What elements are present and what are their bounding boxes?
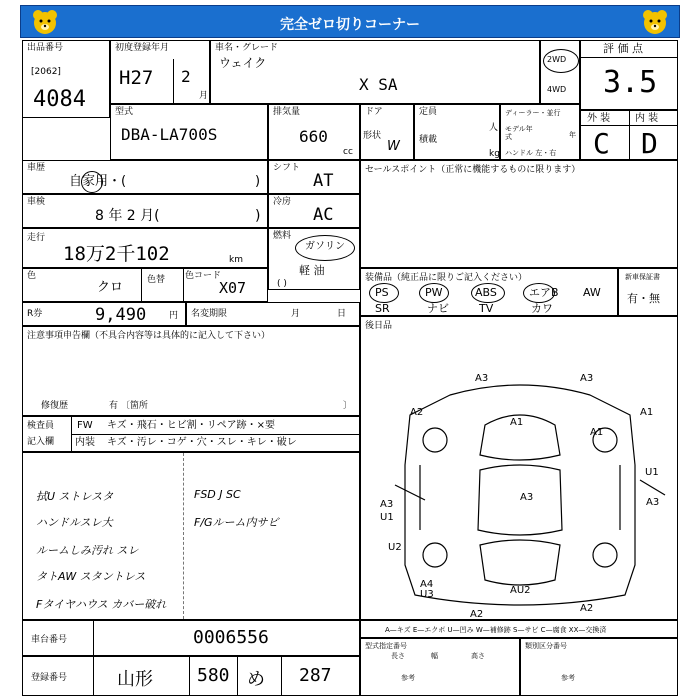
score-label: 評 価 点 bbox=[603, 42, 643, 55]
notes-label: 注意事項申告欄（不具合内容等は具体的に記入して下さい） bbox=[27, 331, 271, 341]
mark-label: U1 bbox=[645, 467, 659, 478]
ac-label: 冷房 bbox=[273, 197, 292, 207]
note-5: Fタイヤハウス カバー破れ bbox=[36, 598, 167, 611]
handle-label: ハンドル 左・右 bbox=[505, 149, 557, 157]
drive-2wd: 2WD bbox=[547, 55, 567, 64]
chassis-cell bbox=[22, 620, 360, 656]
grade-divider bbox=[629, 111, 630, 159]
fw-items: キズ・飛石・ヒビ割・リペア跡・×要 bbox=[107, 420, 275, 431]
mileage-unit: km bbox=[229, 255, 243, 265]
repair-value: 有 〔箇所 bbox=[109, 401, 148, 411]
ac-value: AC bbox=[313, 205, 334, 225]
reg-era: H27 bbox=[119, 67, 154, 89]
color-divider-2 bbox=[183, 269, 184, 301]
note-right-1: FSD J SC bbox=[194, 488, 241, 501]
color-code: X07 bbox=[219, 279, 247, 297]
reg-label: 初度登録年月 bbox=[115, 43, 170, 53]
chassis-label: 車台番号 bbox=[31, 635, 68, 645]
score-rule bbox=[581, 57, 677, 58]
chassis-divider bbox=[93, 621, 94, 655]
lot-cell bbox=[22, 40, 110, 118]
plate-num: 287 bbox=[299, 665, 332, 686]
model-year-label: モデル年式 bbox=[505, 125, 533, 141]
inspector-label-2: 記入欄 bbox=[27, 437, 55, 447]
drive-4wd: 4WD bbox=[547, 85, 567, 94]
plate-class: 580 bbox=[197, 665, 230, 686]
inspection-cell bbox=[22, 194, 268, 228]
equip-circle bbox=[369, 283, 399, 303]
shape-value: W bbox=[387, 139, 400, 154]
fuel-paren: ( ) bbox=[277, 279, 287, 289]
note-2: ハンドルスレ大 bbox=[36, 516, 113, 529]
load-label: 積載 bbox=[419, 135, 438, 145]
capacity-unit: 人 bbox=[489, 123, 499, 133]
price-unit: 円 bbox=[169, 311, 179, 321]
width-label: 幅 bbox=[431, 652, 438, 660]
plate-region: 山形 bbox=[117, 669, 153, 690]
exterior-label: 外 装 bbox=[587, 113, 611, 124]
plate-label: 登録番号 bbox=[31, 673, 68, 683]
equip-abs: ABS bbox=[475, 286, 497, 299]
color-cell bbox=[22, 268, 268, 302]
color-label: 色 bbox=[27, 271, 37, 281]
mark-label: AU2 bbox=[510, 585, 531, 596]
fuel-label: 燃料 bbox=[273, 231, 292, 241]
inspector-cell bbox=[22, 416, 360, 452]
sales-cell bbox=[360, 160, 678, 268]
disp-value: 660 bbox=[299, 127, 328, 146]
reg-divider bbox=[173, 59, 174, 103]
capacity-cell bbox=[414, 104, 500, 160]
car-name: ウェイク bbox=[219, 56, 267, 70]
mark-label: A3 bbox=[646, 497, 660, 508]
plate-divider bbox=[93, 657, 94, 695]
type-cell bbox=[110, 104, 268, 160]
banner bbox=[20, 5, 680, 38]
lot-label: 出品番号 bbox=[27, 43, 64, 53]
designation-label: 型式指定番号 bbox=[365, 642, 407, 650]
mark-label: U3 bbox=[420, 589, 434, 600]
repair-label: 修復歴 bbox=[41, 401, 69, 411]
mark-label: U1 bbox=[380, 512, 394, 523]
after-label: 後日品 bbox=[365, 321, 393, 331]
mark-label: U2 bbox=[388, 542, 402, 553]
price-cell bbox=[22, 302, 186, 326]
disp-label: 排気量 bbox=[273, 107, 301, 117]
tax-label: 名変期限 bbox=[191, 309, 228, 319]
price-value: 9,490 bbox=[95, 305, 147, 325]
guarantee-cell bbox=[618, 268, 678, 316]
mark-label: A3 bbox=[580, 373, 594, 384]
history-close: ) bbox=[255, 174, 261, 189]
reg-cell bbox=[110, 40, 210, 104]
class-sub: 参考 bbox=[561, 674, 575, 682]
mileage-label: 走行 bbox=[27, 233, 46, 243]
shape-label: 形状 bbox=[363, 131, 382, 141]
type-value: DBA-LA700S bbox=[121, 125, 218, 144]
plate-divider bbox=[189, 657, 190, 695]
equip-sr: SR bbox=[375, 302, 390, 315]
class-label: 類別区分番号 bbox=[525, 642, 567, 650]
mark-label: A3 bbox=[520, 492, 534, 503]
mark-label: A3 bbox=[475, 373, 489, 384]
history-label: 車歴 bbox=[27, 163, 46, 173]
reg-month-unit: 月 bbox=[199, 91, 209, 101]
car-cell bbox=[210, 40, 540, 104]
dealer-cell bbox=[500, 104, 580, 160]
plate-cell bbox=[22, 656, 360, 696]
inspector-label-1: 検査員 bbox=[27, 421, 55, 431]
fuel-value: ガソリン bbox=[305, 241, 345, 252]
equip-leather: カワ bbox=[531, 302, 553, 315]
note-1: 拭U ストレスタ bbox=[36, 490, 114, 503]
color-no-label: 色替 bbox=[147, 275, 166, 285]
chassis-value: 0006556 bbox=[193, 627, 269, 648]
mark-label: A2 bbox=[580, 603, 594, 614]
equip-airbag: エアB bbox=[529, 286, 559, 299]
fuel-diesel: 軽 油 bbox=[299, 264, 325, 277]
mark-label: A3 bbox=[380, 499, 394, 510]
repair-close: 〕 bbox=[343, 401, 353, 411]
drive-cell bbox=[540, 40, 580, 104]
bear-mascot-icon bbox=[641, 8, 669, 36]
price-label: R券 bbox=[27, 309, 43, 319]
lot-number: 4084 bbox=[33, 87, 86, 112]
equip-pw: PW bbox=[425, 286, 443, 299]
interior-items: キズ・汚レ・コゲ・穴・スレ・キレ・破レ bbox=[107, 437, 297, 448]
class-cell bbox=[520, 638, 678, 696]
notes-divider bbox=[183, 453, 184, 619]
reg-month: 2 bbox=[181, 67, 191, 86]
exterior-grade: C bbox=[593, 127, 610, 160]
designation-cell bbox=[360, 638, 520, 696]
color-code-label: 色コード bbox=[185, 271, 222, 281]
designation-sub: 参考 bbox=[401, 674, 415, 682]
mark-label: A1 bbox=[590, 427, 604, 438]
note-4: タトAW スタントレス bbox=[36, 570, 146, 583]
shift-cell bbox=[268, 160, 360, 194]
grade: X SA bbox=[359, 75, 398, 94]
guarantee-label: 新車保証書 bbox=[625, 273, 660, 281]
tax-month: 月 bbox=[291, 309, 301, 319]
mileage-value: 18万2千102 bbox=[63, 243, 170, 265]
equip-tv: TV bbox=[479, 302, 494, 315]
equip-cell bbox=[360, 268, 618, 316]
inspector-rule bbox=[71, 434, 359, 435]
guarantee-value: 有・無 bbox=[627, 292, 660, 305]
shift-value: AT bbox=[313, 171, 334, 191]
interior-head: 内装 bbox=[75, 437, 95, 448]
history-cell bbox=[22, 160, 268, 194]
equip-ps: PS bbox=[375, 286, 389, 299]
interior-grade: D bbox=[641, 127, 658, 160]
handwritten-notes-cell bbox=[22, 452, 360, 620]
tax-cell bbox=[186, 302, 360, 326]
history-value: 自家用・( bbox=[69, 174, 127, 189]
legend-cell bbox=[360, 620, 678, 638]
inspection-close: ) bbox=[255, 208, 261, 224]
banner-title: 完全ゼロ切りコーナー bbox=[280, 17, 420, 33]
plate-divider bbox=[237, 657, 238, 695]
score-cell bbox=[580, 40, 678, 110]
length-label: 長さ bbox=[391, 652, 405, 660]
load-unit: kg bbox=[489, 149, 500, 159]
equip-aw: AW bbox=[583, 286, 601, 299]
grade-cell bbox=[580, 110, 678, 160]
sales-label: セールスポイント（正常に機能するものに限ります） bbox=[365, 165, 581, 175]
color-value: クロ bbox=[97, 280, 124, 295]
car-label: 車名・グレード bbox=[215, 43, 279, 53]
equip-circle bbox=[523, 283, 555, 303]
note-right-2: F/Gルーム内サビ bbox=[194, 516, 279, 529]
mark-label: A1 bbox=[510, 417, 524, 428]
door-label: ドア bbox=[365, 107, 383, 117]
fuel-cell bbox=[268, 228, 360, 290]
equip-label: 装備品（純正品に限りご記入ください） bbox=[365, 273, 528, 283]
mark-label: A2 bbox=[410, 407, 424, 418]
lot-small: [2062] bbox=[31, 67, 61, 77]
equip-circle bbox=[419, 283, 449, 303]
history-circle bbox=[81, 171, 103, 193]
interior-label: 内 装 bbox=[635, 113, 659, 124]
dealer-label: ディーラー・並行 bbox=[505, 109, 561, 117]
vehicle-diagram bbox=[380, 365, 670, 620]
inspection-label: 車検 bbox=[27, 197, 46, 207]
damage-legend: A—キズ E—エクボ U—凹み W—補修跡 S—サビ C—腐食 XX—交換済 bbox=[385, 626, 607, 634]
height-label: 高さ bbox=[471, 652, 485, 660]
color-divider bbox=[141, 269, 142, 301]
ac-cell bbox=[268, 194, 360, 228]
plate-kana: め bbox=[247, 669, 265, 690]
disp-cell bbox=[268, 104, 360, 160]
mark-label: A4 bbox=[420, 579, 434, 590]
equip-circle bbox=[471, 283, 505, 303]
fw-head: FW bbox=[77, 420, 93, 431]
note-3: ルームしみ汚れ スレ bbox=[36, 544, 139, 557]
equip-navi: ナビ bbox=[427, 302, 449, 315]
score-value: 3.5 bbox=[603, 65, 658, 100]
year-unit: 年 bbox=[569, 131, 576, 139]
disp-unit: cc bbox=[343, 147, 353, 157]
plate-divider bbox=[281, 657, 282, 695]
capacity-label: 定員 bbox=[419, 107, 438, 117]
mark-label: A2 bbox=[470, 609, 484, 620]
mark-label: A1 bbox=[640, 407, 654, 418]
inspection-value: 8 年 2 月( bbox=[95, 208, 160, 224]
type-label: 型式 bbox=[115, 107, 134, 117]
notes-cell bbox=[22, 326, 360, 416]
shift-label: シフト bbox=[273, 163, 301, 173]
door-cell bbox=[360, 104, 414, 160]
tax-day: 日 bbox=[337, 309, 347, 319]
mileage-cell bbox=[22, 228, 268, 268]
